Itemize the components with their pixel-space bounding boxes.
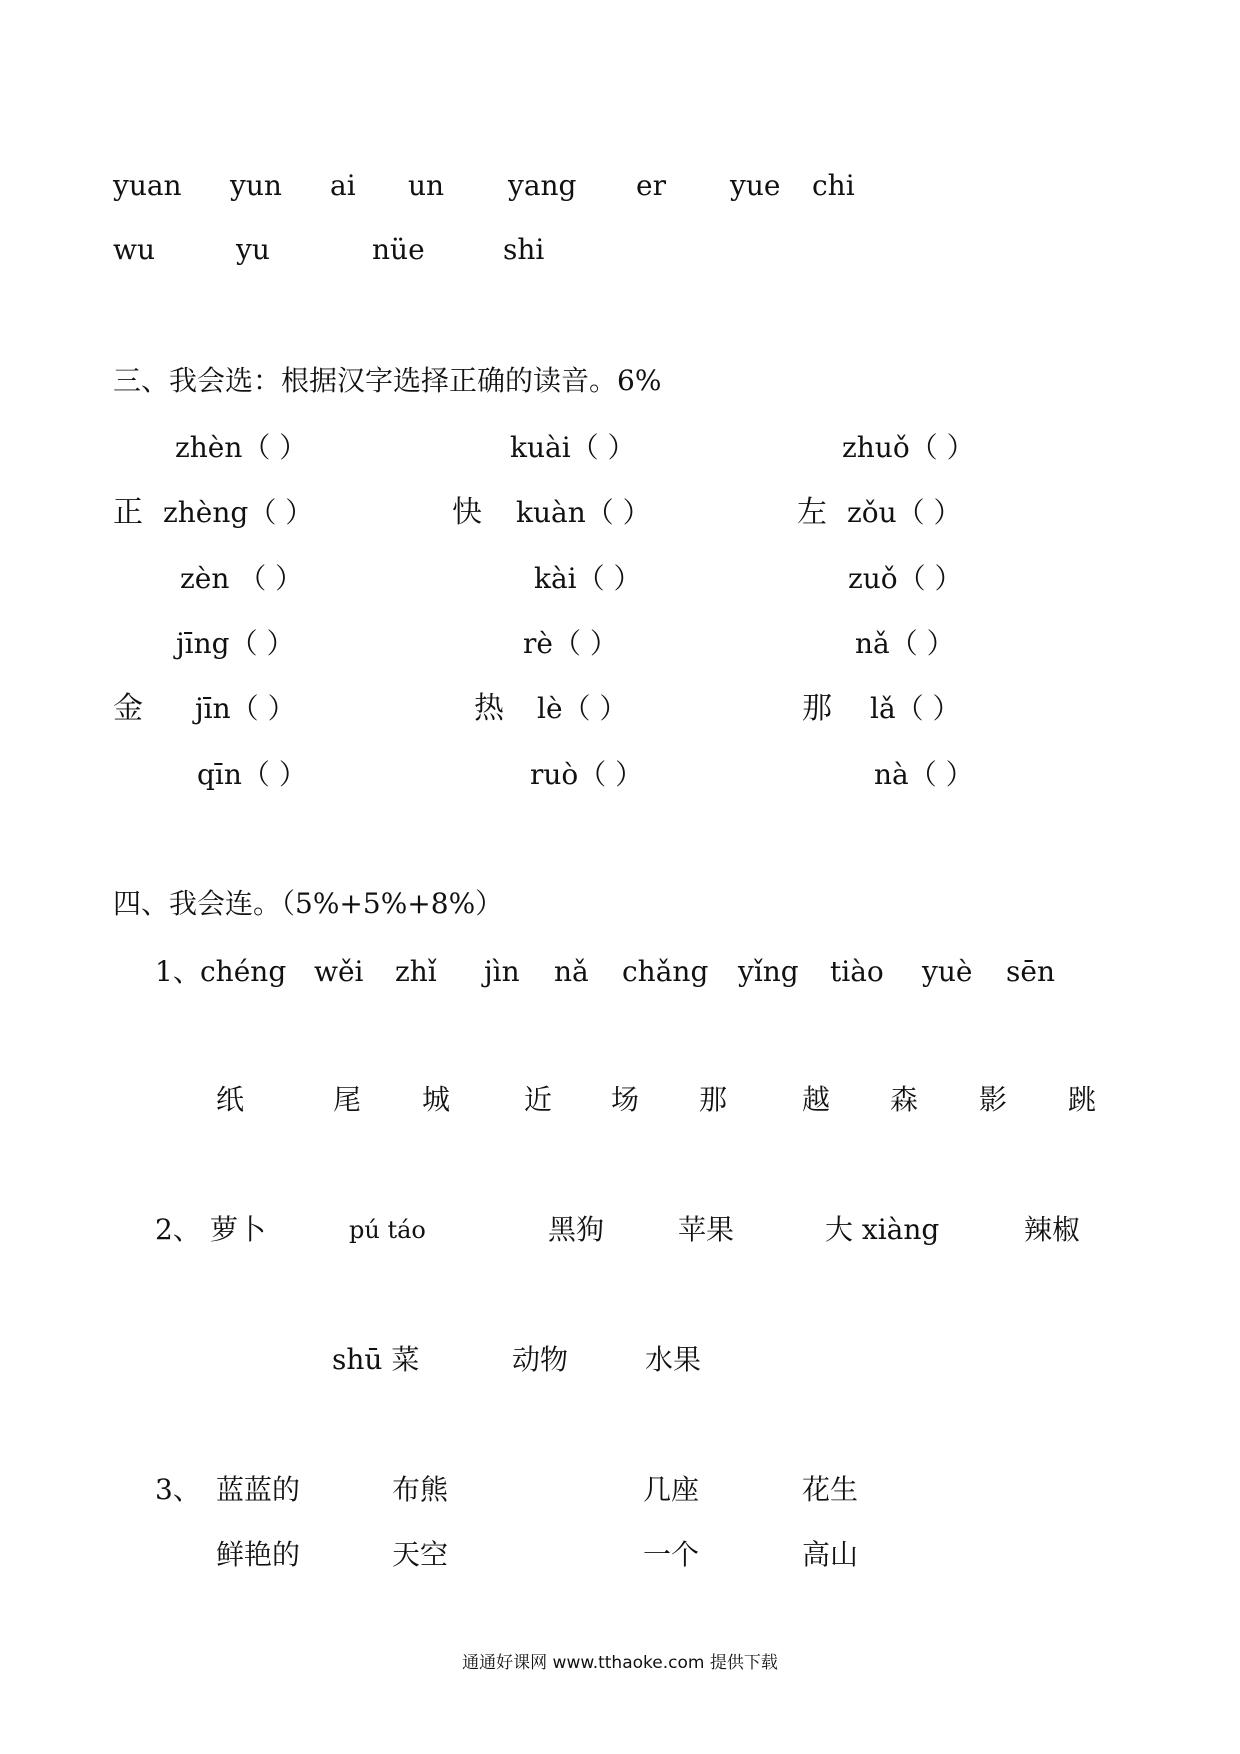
- q1-pinyin: sēn: [1006, 955, 1055, 988]
- q2-item: 大 xiàng: [825, 1213, 940, 1246]
- footer-text: 通通好课网 www.tthaoke.com 提供下载: [462, 1653, 778, 1673]
- q1-char: 近: [524, 1083, 553, 1116]
- pinyin-option: zèn （ ）: [180, 562, 304, 595]
- q1-char: 那: [699, 1083, 728, 1116]
- q2-item: 黑狗: [548, 1213, 605, 1246]
- pinyin-option: ruò（ ）: [530, 758, 644, 791]
- pinyin-option: zǒu（ ）: [847, 496, 962, 529]
- pinyin-option: lè（ ）: [537, 692, 628, 725]
- q3-item: 高山: [802, 1538, 859, 1571]
- q1-char: 尾: [333, 1083, 362, 1116]
- q2-item: pú táo: [349, 1216, 426, 1244]
- question-label: 1、: [155, 955, 201, 988]
- pinyin-option: nà（ ）: [874, 758, 974, 791]
- syllable: er: [636, 169, 666, 202]
- question-label: 2、: [155, 1213, 201, 1246]
- q2-item: 苹果: [678, 1213, 735, 1246]
- syllable: shi: [503, 233, 545, 266]
- pinyin-option: jīng（ ）: [176, 627, 295, 660]
- syllable: yue: [730, 169, 781, 202]
- target-char: 金: [113, 691, 143, 726]
- target-char: 热: [474, 691, 504, 726]
- pinyin-option: zuǒ（ ）: [848, 562, 963, 595]
- q2-category: 水果: [645, 1343, 702, 1376]
- q1-char: 城: [422, 1083, 451, 1116]
- pinyin-option: zhèn（ ）: [175, 431, 308, 464]
- q1-pinyin: wěi: [314, 955, 364, 988]
- q3-item: 天空: [392, 1538, 449, 1571]
- pinyin-option: kuài（ ）: [510, 431, 636, 464]
- pinyin-option: kài（ ）: [534, 562, 642, 595]
- syllable: yang: [508, 169, 577, 202]
- syllable: chi: [812, 169, 855, 202]
- question-label: 3、: [155, 1473, 201, 1506]
- q1-pinyin: yǐng: [738, 955, 799, 988]
- syllable: yu: [236, 233, 270, 266]
- q1-char: 纸: [216, 1083, 245, 1116]
- target-char: 正: [113, 495, 143, 530]
- syllable: nüe: [372, 233, 425, 266]
- q1-char: 跳: [1068, 1083, 1097, 1116]
- q1-char: 场: [611, 1083, 640, 1116]
- q1-char: 影: [979, 1083, 1008, 1116]
- pinyin-option: nǎ（ ）: [855, 627, 955, 660]
- section-title: 三、我会选：根据汉字选择正确的读音。6%: [113, 364, 662, 397]
- syllable: ai: [330, 169, 356, 202]
- q1-pinyin: zhǐ: [395, 955, 437, 988]
- q2-item: 萝卜: [210, 1213, 267, 1246]
- pinyin-option: lǎ（ ）: [870, 692, 961, 725]
- q1-pinyin: chéng: [200, 955, 287, 988]
- syllable: yuan: [113, 169, 182, 202]
- q3-item: 布熊: [392, 1473, 449, 1506]
- q3-item: 蓝蓝的: [216, 1473, 301, 1506]
- q2-item: 辣椒: [1024, 1213, 1081, 1246]
- target-char: 快: [452, 495, 482, 530]
- q3-item: 几座: [643, 1473, 700, 1506]
- q1-pinyin: tiào: [830, 955, 884, 988]
- q3-item: 花生: [802, 1473, 859, 1506]
- q3-item: 一个: [643, 1538, 700, 1571]
- q2-category: 动物: [512, 1343, 569, 1376]
- syllable: un: [408, 169, 445, 202]
- pinyin-option: jīn（ ）: [195, 692, 296, 725]
- q1-char: 森: [890, 1083, 919, 1116]
- pinyin-option: qīn（ ）: [197, 758, 307, 791]
- section-title: 四、我会连。（5%+5%+8%）: [113, 887, 504, 920]
- pinyin-option: rè（ ）: [523, 627, 618, 660]
- target-char: 左: [797, 495, 827, 530]
- q1-pinyin: jìn: [484, 955, 520, 988]
- syllable: yun: [230, 169, 282, 202]
- q1-char: 越: [802, 1083, 831, 1116]
- syllable: wu: [113, 233, 155, 266]
- pinyin-option: zhuǒ（ ）: [842, 431, 975, 464]
- q1-pinyin: nǎ: [554, 955, 589, 988]
- pinyin-option: zhèng（ ）: [163, 496, 314, 529]
- q2-category: shū 菜: [332, 1343, 420, 1376]
- q1-pinyin: chǎng: [622, 955, 709, 988]
- q3-item: 鲜艳的: [216, 1538, 301, 1571]
- pinyin-option: kuàn（ ）: [516, 496, 651, 529]
- q1-pinyin: yuè: [922, 955, 973, 988]
- target-char: 那: [802, 691, 832, 726]
